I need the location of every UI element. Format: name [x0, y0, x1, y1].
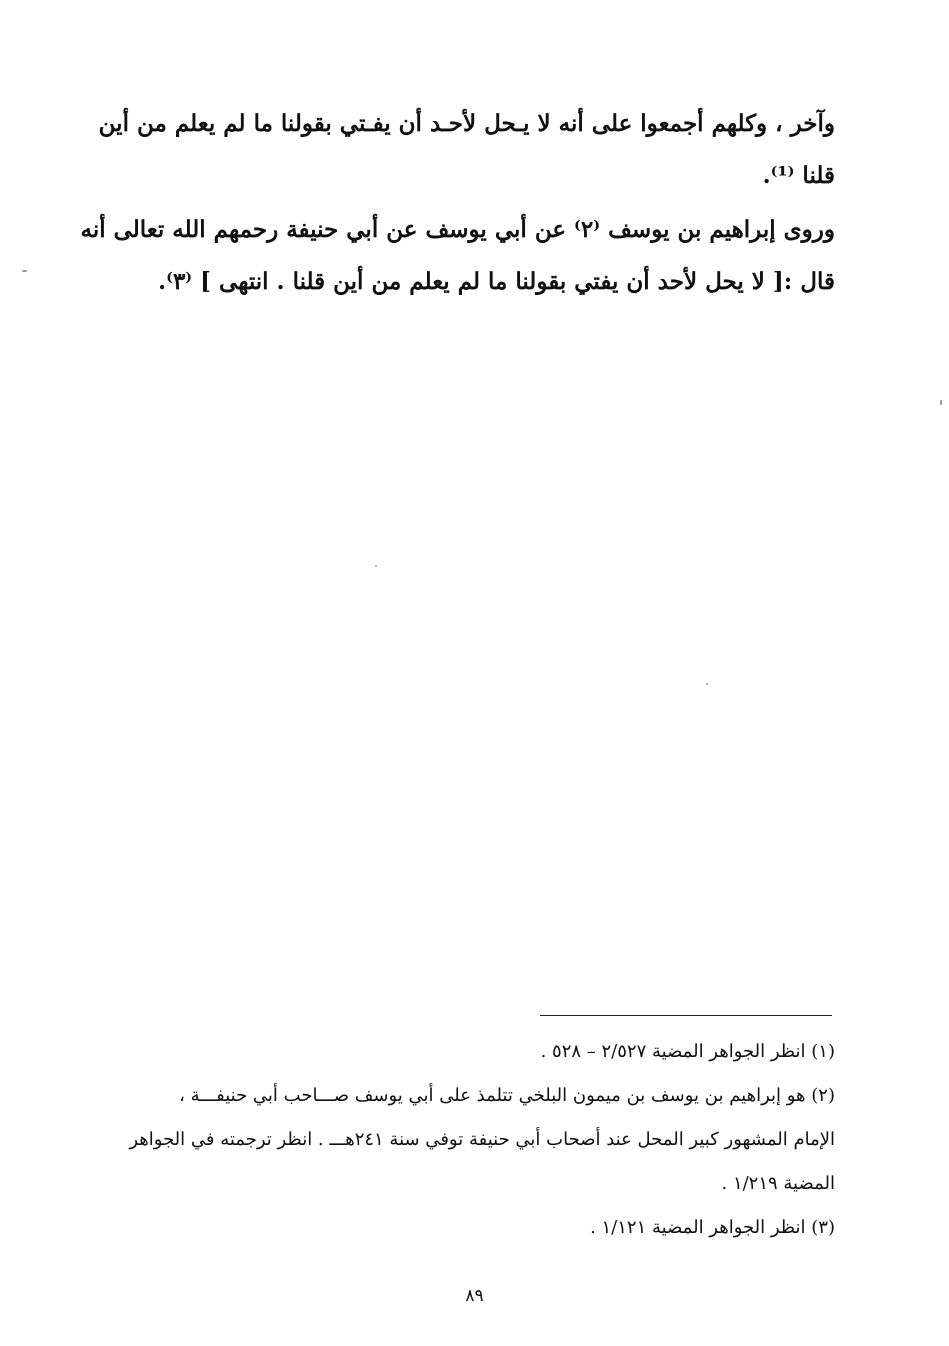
main-text-line: وآخر ، وكلهم أجمعوا على أنه لا يـحل لأحـد أن يفـتي بقولنا ما لم يعلم من أين [98, 110, 835, 137]
footnote-line: (٢) هو إبراهيم بن يوسف بن ميمون البلخي تتلمذ على أبي يوسف صـــاحب أبي حنيفـــة ، [179, 1085, 835, 1106]
main-text-line: قال :[ لا يحل لأحد أن يفتي بقولنا ما لم يعلم من أين قلنا . انتهى ] ⁽٣⁾. [158, 268, 835, 295]
footnote-line: (١) انظر الجواهر المضية ٢/٥٢٧ – ٥٢٨ . [540, 1041, 835, 1062]
footnote-separator [540, 1015, 832, 1016]
footnote-line: الإمام المشهور كبير المحل عند أصحاب أبي حنيفة توفي سنة ٢٤١هـــ . انظر ترجمته في الجواهر [129, 1129, 835, 1150]
scan-speck [940, 400, 942, 405]
main-text-line: وروى إبراهيم بن يوسف ⁽٢⁾ عن أبي يوسف عن أبي حنيفة رحمهم الله تعالى أنه [80, 216, 835, 243]
footnotes-block [120, 1030, 835, 1250]
scan-speck [706, 683, 708, 685]
main-text-block [80, 98, 835, 308]
scan-speck [22, 270, 27, 272]
footnote-line: المضية ١/٢١٩ . [721, 1173, 835, 1194]
main-text-line: قلنا ⁽¹⁾. [762, 162, 835, 189]
scan-speck [375, 565, 377, 567]
page-number: ٨٩ [465, 1286, 484, 1306]
footnote-line: (٣) انظر الجواهر المضية ١/١٢١ . [590, 1217, 835, 1238]
